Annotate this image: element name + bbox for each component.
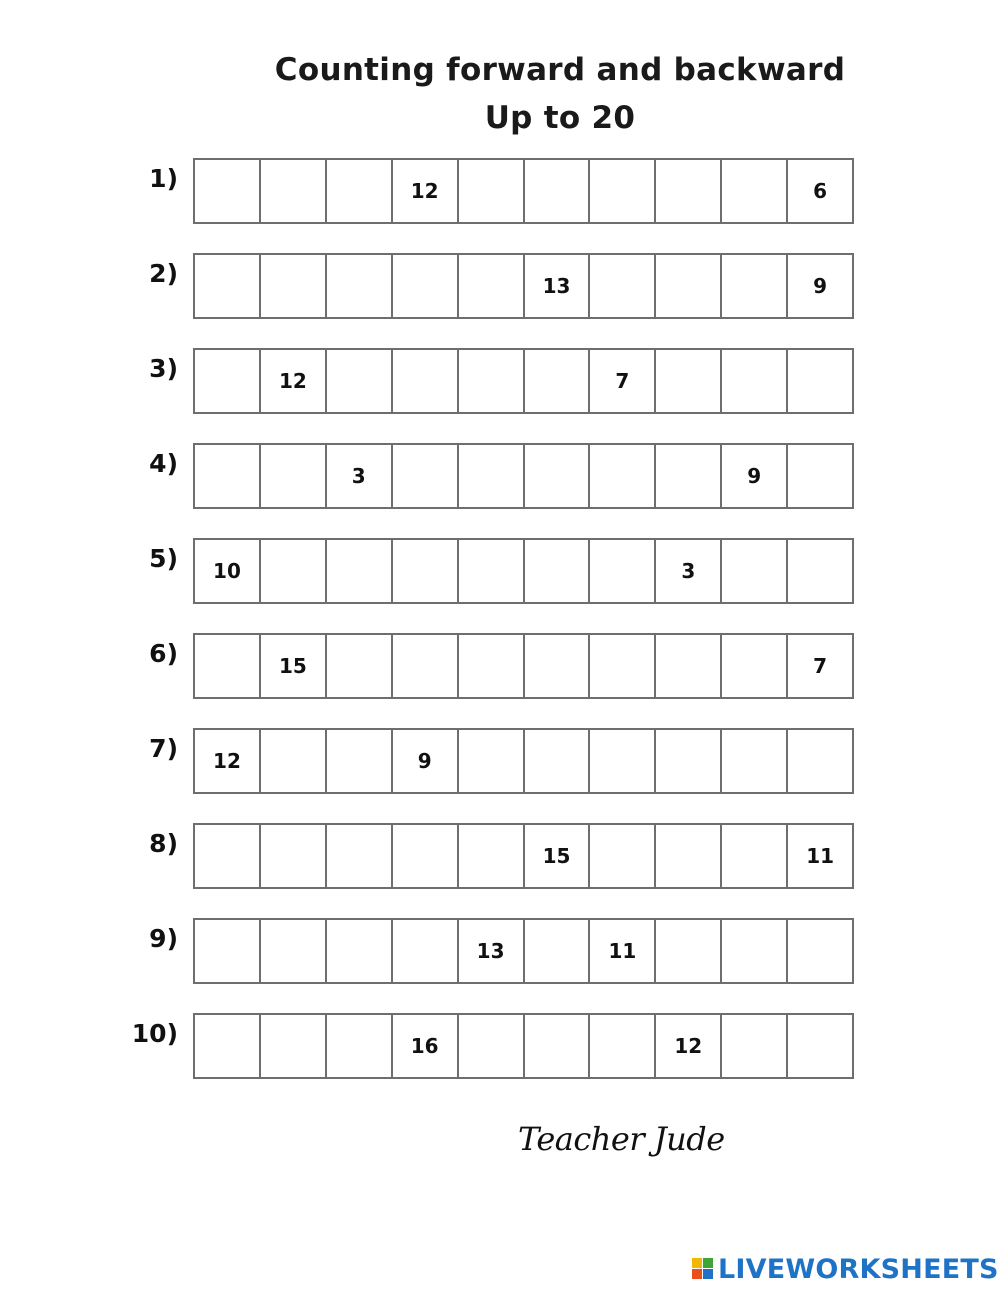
- answer-box[interactable]: [590, 635, 656, 697]
- answer-box[interactable]: [393, 445, 459, 507]
- brand-name: LIVEWORKSHEETS: [718, 1253, 999, 1285]
- answer-box[interactable]: [261, 540, 327, 602]
- number-boxes: [193, 918, 854, 984]
- answer-box[interactable]: [261, 160, 327, 222]
- answer-box[interactable]: [525, 540, 591, 602]
- exercise-number: 6): [149, 639, 178, 668]
- given-number-box: 11: [590, 920, 656, 982]
- answer-box[interactable]: [525, 730, 591, 792]
- given-number-box: 12: [656, 1015, 722, 1077]
- exercise-number: 10): [131, 1019, 178, 1048]
- answer-box[interactable]: [788, 445, 852, 507]
- exercise-row: [0, 348, 1000, 414]
- given-number-box: 12: [261, 350, 327, 412]
- answer-box[interactable]: [195, 350, 261, 412]
- answer-box[interactable]: [590, 160, 656, 222]
- answer-box[interactable]: [656, 635, 722, 697]
- answer-box[interactable]: [393, 255, 459, 317]
- exercise-row: [0, 158, 1000, 224]
- number-boxes: [193, 348, 854, 414]
- given-number-box: 3: [656, 540, 722, 602]
- answer-box[interactable]: [459, 730, 525, 792]
- answer-box[interactable]: [261, 730, 327, 792]
- given-number-box: 10: [195, 540, 261, 602]
- number-boxes: [193, 538, 854, 604]
- answer-box[interactable]: [722, 730, 788, 792]
- answer-box[interactable]: [261, 445, 327, 507]
- exercise-row: [0, 443, 1000, 509]
- answer-box[interactable]: [195, 635, 261, 697]
- exercise-number: 5): [149, 544, 178, 573]
- answer-box[interactable]: [459, 160, 525, 222]
- number-boxes: [193, 633, 854, 699]
- answer-box[interactable]: [327, 540, 393, 602]
- answer-box[interactable]: [459, 445, 525, 507]
- answer-box[interactable]: [788, 540, 852, 602]
- exercise-row: [0, 918, 1000, 984]
- answer-box[interactable]: [722, 635, 788, 697]
- answer-box[interactable]: [195, 445, 261, 507]
- given-number-box: 3: [327, 445, 393, 507]
- exercise-row: [0, 253, 1000, 319]
- answer-box[interactable]: [722, 350, 788, 412]
- exercise-number: 2): [149, 259, 178, 288]
- answer-box[interactable]: [722, 160, 788, 222]
- answer-box[interactable]: [656, 445, 722, 507]
- answer-box[interactable]: [195, 255, 261, 317]
- answer-box[interactable]: [590, 730, 656, 792]
- answer-box[interactable]: [722, 825, 788, 887]
- answer-box[interactable]: [327, 160, 393, 222]
- number-boxes: [193, 823, 854, 889]
- answer-box[interactable]: [459, 1015, 525, 1077]
- given-number-box: 7: [813, 654, 828, 678]
- exercise-row: [0, 1013, 1000, 1079]
- answer-box[interactable]: [459, 255, 525, 317]
- exercise-number: 8): [149, 829, 178, 858]
- answer-box[interactable]: [525, 635, 591, 697]
- answer-box[interactable]: [459, 825, 525, 887]
- given-number-box: 7: [590, 350, 656, 412]
- answer-box[interactable]: [327, 635, 393, 697]
- answer-box[interactable]: [393, 635, 459, 697]
- answer-box[interactable]: [195, 825, 261, 887]
- answer-box[interactable]: [525, 350, 591, 412]
- answer-box[interactable]: [590, 825, 656, 887]
- given-number-box: 9: [393, 730, 459, 792]
- worksheet-title: Counting forward and backward: [274, 52, 846, 88]
- number-boxes: [193, 1013, 854, 1079]
- exercise-number: 9): [149, 924, 178, 953]
- answer-box[interactable]: [327, 1015, 393, 1077]
- given-number-box: 16: [393, 1015, 459, 1077]
- exercise-number: 7): [149, 734, 178, 763]
- answer-box[interactable]: [261, 825, 327, 887]
- answer-box[interactable]: [459, 635, 525, 697]
- answer-box[interactable]: [656, 160, 722, 222]
- given-number-box: 12: [393, 160, 459, 222]
- number-boxes: [193, 253, 854, 319]
- answer-box[interactable]: [261, 920, 327, 982]
- answer-box[interactable]: [722, 540, 788, 602]
- worksheet-subtitle: Up to 20: [484, 100, 636, 136]
- answer-box[interactable]: [788, 920, 852, 982]
- answer-box[interactable]: [525, 920, 591, 982]
- given-number-box: 15: [261, 635, 327, 697]
- answer-box[interactable]: [393, 350, 459, 412]
- answer-box[interactable]: [656, 730, 722, 792]
- answer-box[interactable]: [327, 730, 393, 792]
- answer-box[interactable]: [788, 730, 852, 792]
- answer-box[interactable]: [525, 1015, 591, 1077]
- answer-box[interactable]: [656, 350, 722, 412]
- number-boxes: [193, 158, 854, 224]
- answer-box[interactable]: [590, 255, 656, 317]
- answer-box[interactable]: [327, 255, 393, 317]
- given-number-box: 6: [813, 179, 828, 203]
- answer-box[interactable]: [195, 1015, 261, 1077]
- answer-box[interactable]: [722, 255, 788, 317]
- answer-box[interactable]: [459, 540, 525, 602]
- answer-box[interactable]: [656, 920, 722, 982]
- exercise-number: 1): [149, 164, 178, 193]
- given-number-box: 13: [459, 920, 525, 982]
- given-number-box: 9: [722, 445, 788, 507]
- answer-box[interactable]: [327, 920, 393, 982]
- answer-box[interactable]: [590, 540, 656, 602]
- exercise-row: [0, 728, 1000, 794]
- answer-box[interactable]: [656, 255, 722, 317]
- answer-box[interactable]: [590, 445, 656, 507]
- answer-box[interactable]: [722, 920, 788, 982]
- answer-box[interactable]: [459, 350, 525, 412]
- answer-box[interactable]: [327, 350, 393, 412]
- teacher-signature: Teacher Jude: [518, 1120, 725, 1158]
- answer-box[interactable]: [590, 1015, 656, 1077]
- answer-box[interactable]: [788, 350, 852, 412]
- exercise-row: [0, 538, 1000, 604]
- given-number-box: 9: [813, 274, 828, 298]
- exercise-number: 3): [149, 354, 178, 383]
- answer-box[interactable]: [525, 445, 591, 507]
- answer-box[interactable]: [195, 160, 261, 222]
- exercise-row: [0, 823, 1000, 889]
- exercise-number: 4): [149, 449, 178, 478]
- given-number-box: 11: [806, 844, 835, 868]
- brand-footer: [692, 1252, 999, 1286]
- answer-box[interactable]: [393, 540, 459, 602]
- answer-box[interactable]: [261, 1015, 327, 1077]
- given-number-box: 12: [195, 730, 261, 792]
- answer-box[interactable]: [195, 920, 261, 982]
- answer-box[interactable]: [656, 825, 722, 887]
- number-boxes: [193, 728, 854, 794]
- given-number-box: 13: [525, 255, 591, 317]
- number-boxes: [193, 443, 854, 509]
- liveworksheets-logo-icon: [692, 1258, 714, 1280]
- answer-box[interactable]: [722, 1015, 788, 1077]
- answer-box[interactable]: [525, 160, 591, 222]
- answer-box[interactable]: [261, 255, 327, 317]
- given-number-box: 15: [525, 825, 591, 887]
- answer-box[interactable]: [393, 825, 459, 887]
- answer-box[interactable]: [788, 1015, 852, 1077]
- answer-box[interactable]: [393, 920, 459, 982]
- exercise-row: [0, 633, 1000, 699]
- answer-box[interactable]: [327, 825, 393, 887]
